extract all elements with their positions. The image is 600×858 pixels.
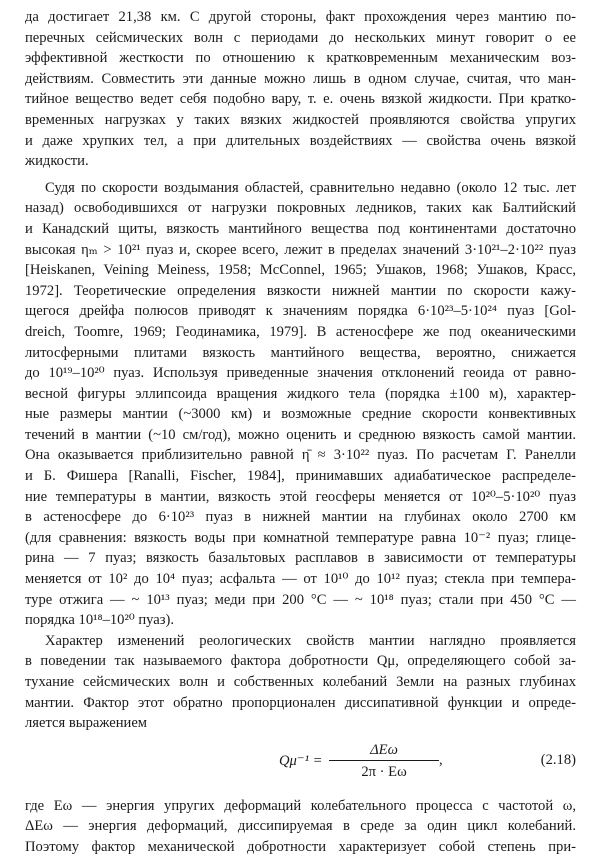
text-line: течений в мантии (~10 см/год), можно оценить и среднюю вязкость самой мантии. <box>25 426 576 443</box>
text-line: временных нагрузках у таких вязких жидкостей проявляются свойства упругих <box>25 111 576 128</box>
text-line: туре отжига — ~ 10¹³ пуаз; меди при 200 °С — ~ 10¹⁸ пуаз; стали при 450 °С — <box>25 591 576 608</box>
text-line: меняется от 10² до 10⁴ пуаз; асфальта — от 10¹⁰ до 10¹² пуаз; стекла при темпера- <box>25 571 576 588</box>
text-line: назад) освободившихся от нагрузки покровных ледников, таких как Балтийский <box>25 200 576 217</box>
text-line: весной фигуры эллипсоида вращения жидкого тела (порядка ±100 м), характер- <box>25 385 576 402</box>
text-line: перечных сейсмических волн с периодами до нескольких минут говорит о ее <box>25 29 576 46</box>
text-line: ние температуры в мантии, вязкость этой геосферы меняется от 10²⁰–5·10²⁰ пуаз <box>25 488 576 505</box>
text-line: высокая ηₘ > 10²¹ пуаз и, скорее всего, лежит в пределах значений 3·10²¹–2·10²² пуаз <box>25 241 576 258</box>
text-line: ляется выражением <box>25 715 148 732</box>
text-line: (для сравнения: вязкость воды при комнатной температуре равна 10⁻² пуаз; глице- <box>25 529 576 546</box>
text-line: и Б. Фишера [Ranalli, Fischer, 1984], принимавших адиабатическое распределе- <box>25 468 576 485</box>
text-line: Судя по скорости воздымания областей, сравнительно недавно (около 12 тыс. лет <box>45 179 576 196</box>
text-line: ΔEω — энергия деформаций, диссипируемая в среде за один цикл колебаний. <box>25 818 576 835</box>
equation-2-18 <box>25 738 576 790</box>
text-line: dreich, Toomre, 1969; Геодинамика, 1979]. В астеносфере же под океаническими <box>25 323 576 340</box>
text-line: тухание сейсмических волн и собственных колебаний Земли на разных глубинах <box>25 674 576 690</box>
text-line: Поэтому фактор механической добротности характеризует собой степень при- <box>25 838 576 855</box>
equation-lhs: Qμ⁻¹ = <box>279 752 323 769</box>
equation-numerator: ΔEω <box>329 740 439 761</box>
text-line: Характер изменений реологических свойств мантии наглядно проявляется <box>45 632 576 649</box>
text-line: и даже хрупких тел, а при длительных воздействиях — свойства очень вязкой <box>25 132 576 149</box>
text-line: где Eω — энергия упругих деформаций колебательного процесса с частотой ω, <box>25 797 576 814</box>
document-page <box>25 7 576 858</box>
text-line: щегося дрейфа полюсов приводят к значениям порядка 6·10²³–5·10²⁴ пуаз [Gol- <box>25 303 576 320</box>
paragraph-1 <box>25 7 576 178</box>
text-line: 1972]. Теоретические определения вязкости нижней мантии по скорости кажу- <box>25 282 576 299</box>
paragraph-4 <box>25 796 576 858</box>
equation-comma: , <box>439 751 443 768</box>
text-line: тийное вещество ведет себя подобно вару, т. е. очень вязкой жидкости. При кратко- <box>25 91 576 108</box>
text-line: Она оказывается приблизительно равной η̄ ≈ 3·10²² пуаз. По расчетам Г. Ранелли <box>25 447 576 464</box>
equation-number: (2.18) <box>540 751 576 768</box>
text-line: литосферными плитами вязкость мантийного вещества, вероятно, снижается <box>25 344 576 361</box>
text-line: мантии. Фактор этот обратно пропорционален диссипативной функции и опреде- <box>25 694 576 711</box>
paragraph-3 <box>25 631 576 734</box>
text-line: в астеносфере до 6·10²³ пуаз в нижней мантии на глубинах около 2700 км <box>25 509 576 526</box>
equation-fraction <box>329 740 439 783</box>
text-line: ные размеры мантии (~3000 км) и возможные средние скорости конвективных <box>25 406 576 423</box>
text-line: порядка 10¹⁸–10²⁰ пуаз). <box>25 612 175 629</box>
text-line: до 10¹⁹–10²⁰ пуаз. Используя приведенные значения отклонений геоида от равно- <box>25 365 576 382</box>
text-line: [Heiskanen, Veining Meiness, 1958; McConnel, 1965; Ушаков, 1968; Ушаков, Красс, <box>25 262 576 279</box>
paragraph-2 <box>25 178 576 631</box>
equation-denominator: 2π · Eω <box>361 763 407 780</box>
text-line: эффективной жесткости по отношению к кратковременным механическим воз- <box>25 50 576 67</box>
text-line: рина — 7 пуаз; вязкость базальтовых расплавов в зависимости от температуры <box>25 550 576 567</box>
text-line: да достигает 21,38 км. С другой стороны, факт прохождения через мантию по- <box>25 9 576 25</box>
text-line: и Канадский щиты, вязкость мантийного вещества под континентами достаточно <box>25 220 576 237</box>
text-line: в поведении так называемого фактора добротности Qμ, определяющего собой за- <box>25 653 576 670</box>
text-line: жидкости. <box>25 153 89 170</box>
text-line: действиям. Совместить эти данные можно лишь в одном случае, считая, что ман- <box>25 70 576 87</box>
